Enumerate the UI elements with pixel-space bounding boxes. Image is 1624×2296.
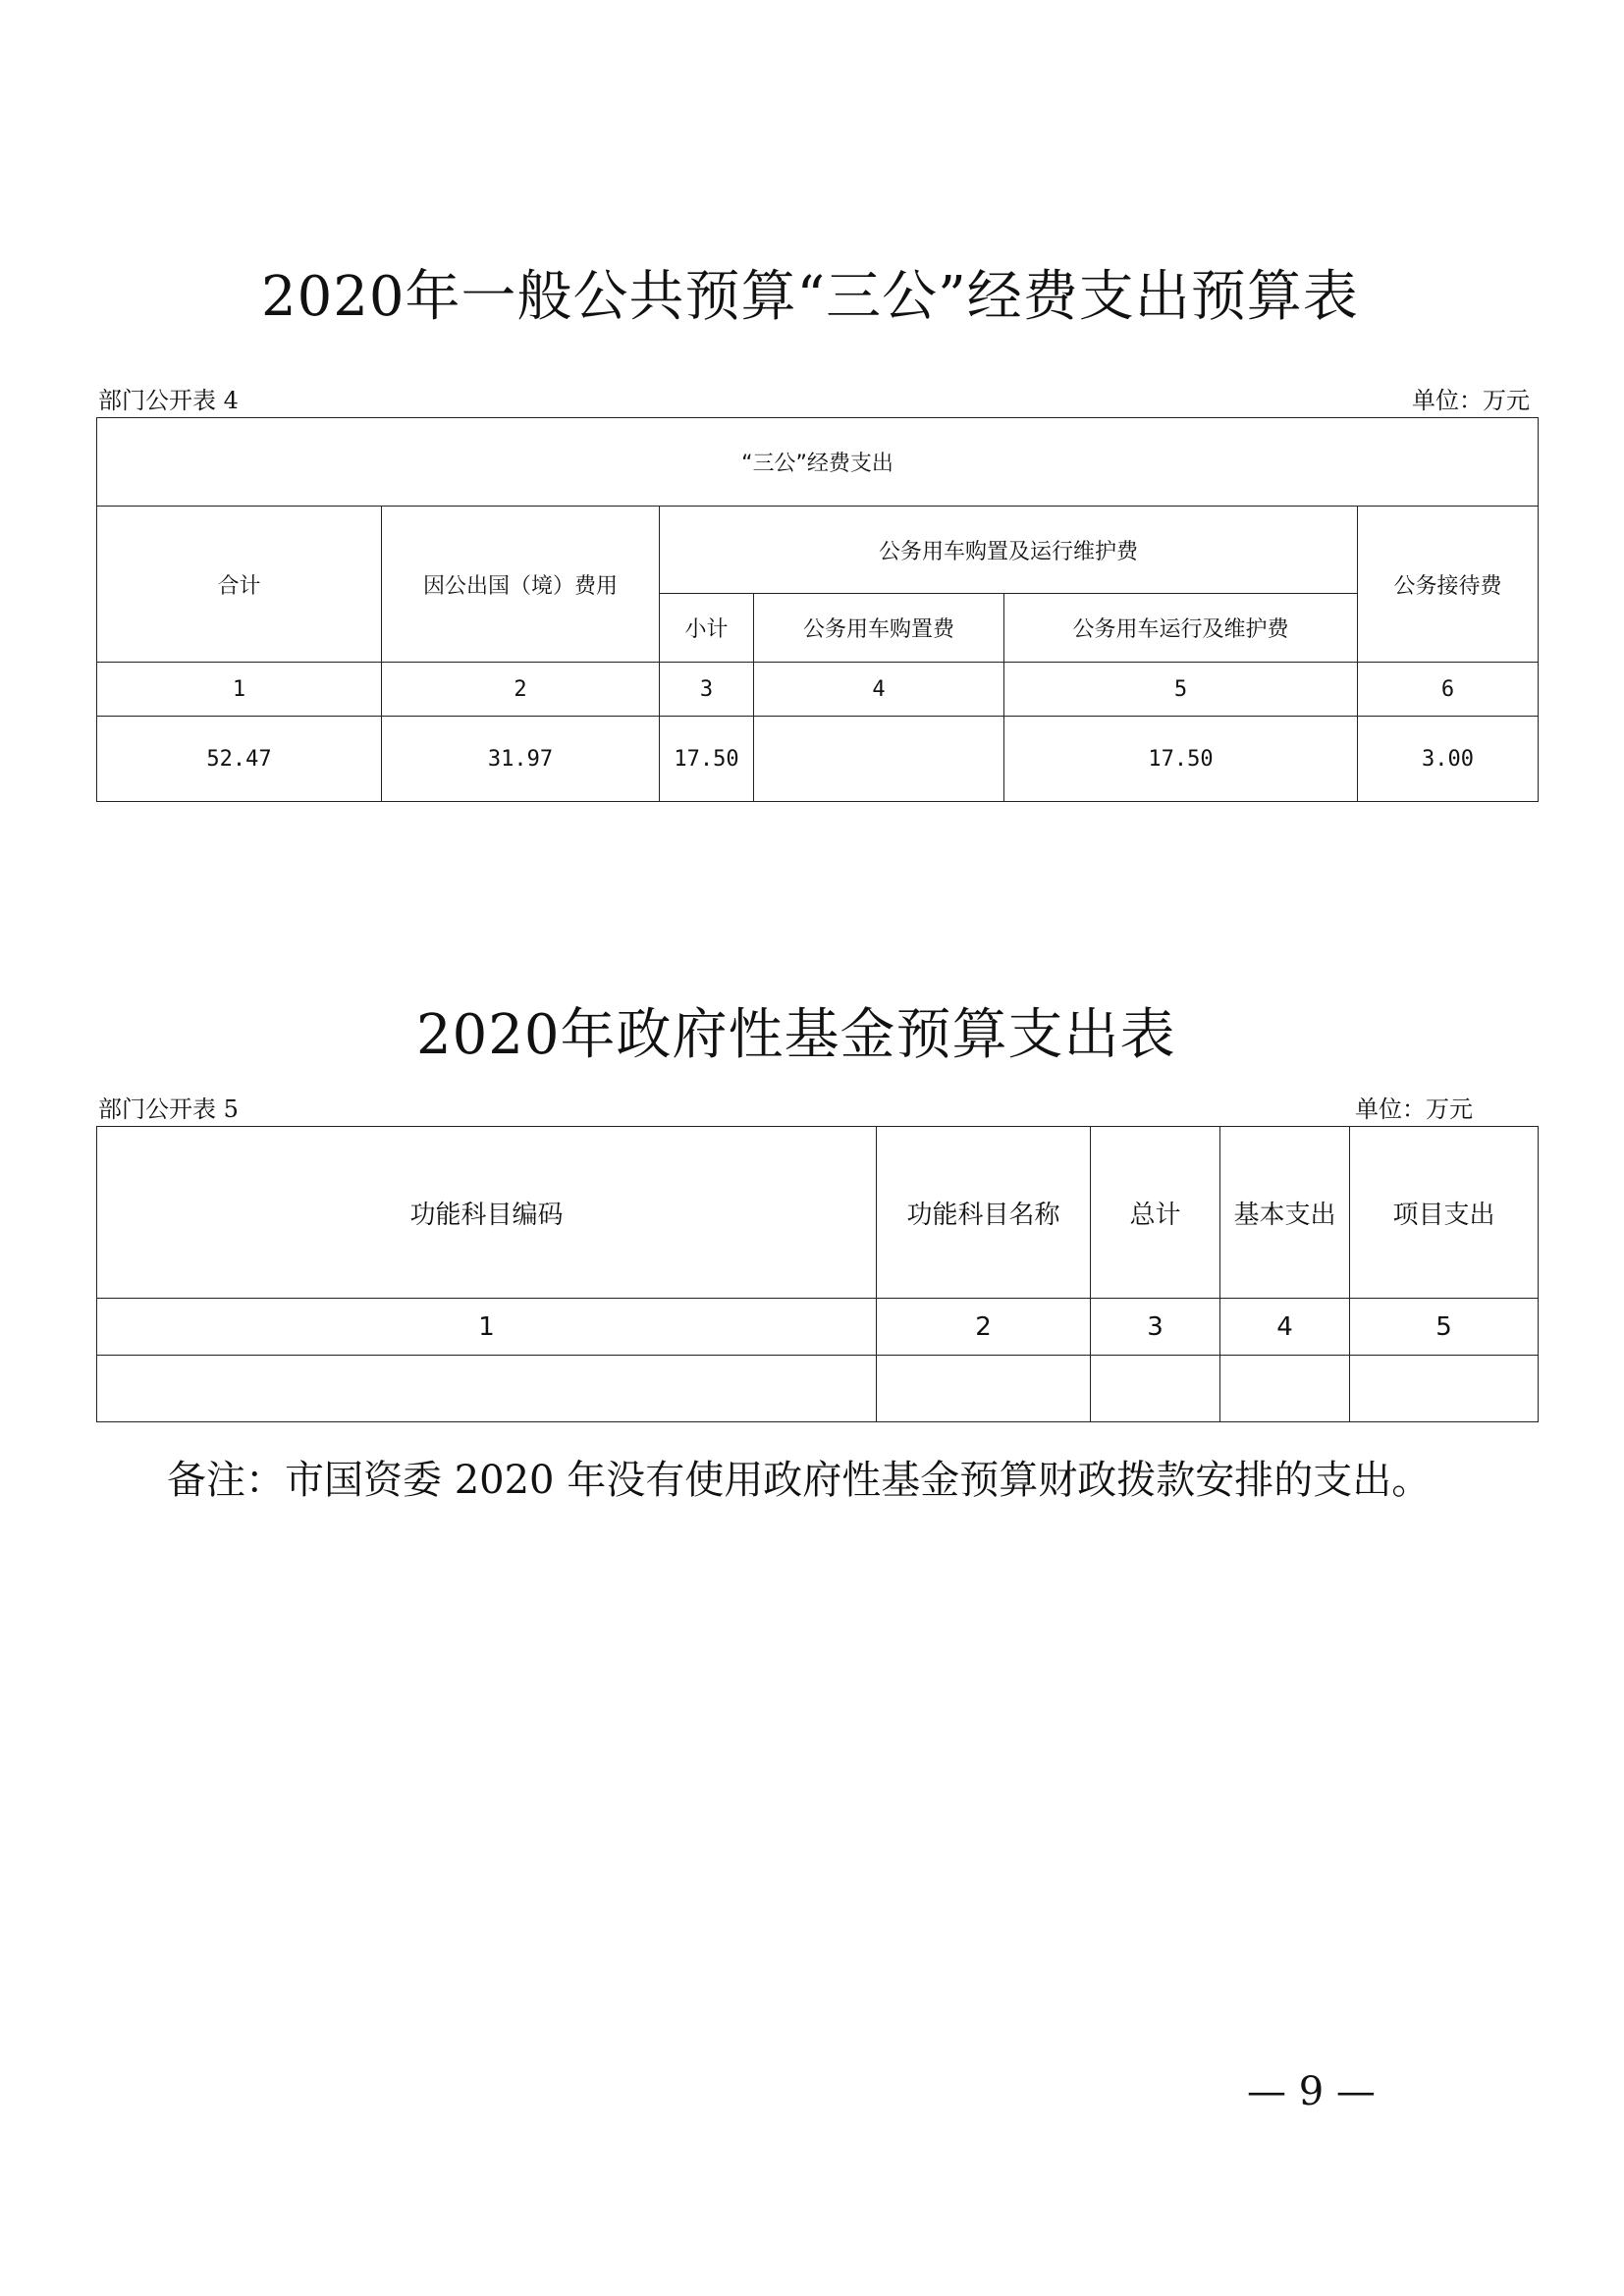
header-reception: 公务接待费 <box>1358 507 1539 663</box>
header-grand-total: 总计 <box>1091 1127 1220 1299</box>
value-total: 52.47 <box>97 717 382 802</box>
empty-cell <box>877 1356 1091 1422</box>
header-subject-code: 功能科目编码 <box>97 1127 877 1299</box>
header-vehicle-operation: 公务用车运行及维护费 <box>1004 594 1358 663</box>
value-subtotal: 17.50 <box>660 717 754 802</box>
table2-label: 部门公开表 5 <box>98 1095 239 1123</box>
value-vehicle-operation: 17.50 <box>1004 717 1358 802</box>
index-cell: 3 <box>660 663 754 717</box>
index-cell: 1 <box>97 663 382 717</box>
value-abroad: 31.97 <box>382 717 660 802</box>
footnote: 备注：市国资委 2020 年没有使用政府性基金预算财政拨款安排的支出。 <box>167 1458 1432 1503</box>
empty-cell <box>1091 1356 1220 1422</box>
table2-unit: 单位：万元 <box>1355 1095 1473 1123</box>
index-cell: 2 <box>877 1299 1091 1356</box>
empty-cell <box>1220 1356 1350 1422</box>
three-public-expenses-table <box>96 417 1539 802</box>
index-cell: 3 <box>1091 1299 1220 1356</box>
header-basic-expense: 基本支出 <box>1220 1127 1350 1299</box>
index-cell: 5 <box>1004 663 1358 717</box>
index-cell: 6 <box>1358 663 1539 717</box>
header-subject-name: 功能科目名称 <box>877 1127 1091 1299</box>
index-cell: 4 <box>754 663 1004 717</box>
header-vehicle-group: 公务用车购置及运行维护费 <box>660 507 1358 594</box>
government-fund-table <box>96 1126 1539 1422</box>
page-number: — 9 — <box>1247 2069 1376 2114</box>
header-vehicle-purchase: 公务用车购置费 <box>754 594 1004 663</box>
index-cell: 1 <box>97 1299 877 1356</box>
header-three-public: “三公”经费支出 <box>97 418 1539 507</box>
value-reception: 3.00 <box>1358 717 1539 802</box>
header-abroad: 因公出国（境）费用 <box>382 507 660 663</box>
header-total: 合计 <box>97 507 382 663</box>
table1-unit: 单位：万元 <box>1412 387 1530 414</box>
header-subtotal: 小计 <box>660 594 754 663</box>
value-vehicle-purchase <box>754 717 1004 802</box>
index-cell: 4 <box>1220 1299 1350 1356</box>
table1-title: 2020年一般公共预算“三公”经费支出预算表 <box>261 265 1359 329</box>
index-cell: 2 <box>382 663 660 717</box>
empty-cell <box>97 1356 877 1422</box>
table1-label: 部门公开表 4 <box>98 387 239 414</box>
index-cell: 5 <box>1350 1299 1539 1356</box>
table2-title: 2020年政府性基金预算支出表 <box>416 1003 1176 1067</box>
header-project-expense: 项目支出 <box>1350 1127 1539 1299</box>
empty-cell <box>1350 1356 1539 1422</box>
